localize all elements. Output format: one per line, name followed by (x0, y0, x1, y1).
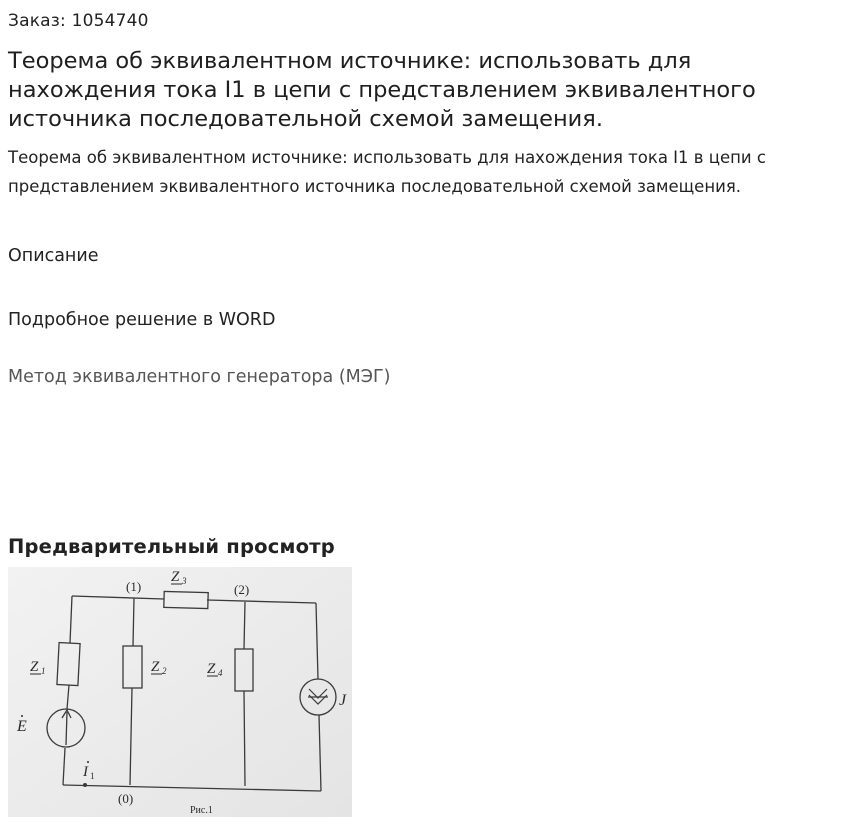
order-number: Заказ: 1054740 (8, 11, 149, 31)
circuit-preview-image (8, 567, 352, 817)
label-z1: Z (30, 659, 39, 675)
label-z4-sub: 4 (218, 668, 223, 678)
solution-format-text: Подробное решение в WORD (8, 310, 276, 330)
figure-caption: Рис.1 (190, 805, 213, 816)
label-current: I (83, 764, 88, 780)
page-title: Теорема об эквивалентном источнике: использовать для нахождения тока I1 в цепи с представлением эквивалентного источника последовательной схемой замещения. (8, 48, 756, 132)
preview-heading: Предварительный просмотр (8, 535, 335, 558)
label-z3: Z (171, 569, 180, 585)
label-z2: Z (151, 659, 160, 675)
node-label-1: (1) (126, 579, 142, 594)
task-description: Теорема об эквивалентном источнике: использовать для нахождения тока I1 в цепи с представлением эквивалентного источника последовательной схемой замещения. (8, 148, 766, 196)
label-z2-sub: 2 (162, 666, 167, 676)
label-current-source: J (339, 692, 347, 709)
method-text: Метод эквивалентного генератора (МЭГ) (8, 367, 391, 387)
node-label-0: (0) (118, 791, 134, 806)
node-label-2: (2) (234, 582, 250, 597)
label-z3-sub: 3 (182, 576, 187, 586)
label-z4: Z (207, 661, 216, 677)
label-emf: E (17, 718, 27, 735)
description-section-label: Описание (8, 246, 99, 266)
label-z1-sub: 1 (41, 666, 46, 676)
label-current-sub: 1 (90, 771, 95, 781)
current-arrow-icon (83, 783, 87, 787)
circuit-diagram (8, 567, 352, 817)
